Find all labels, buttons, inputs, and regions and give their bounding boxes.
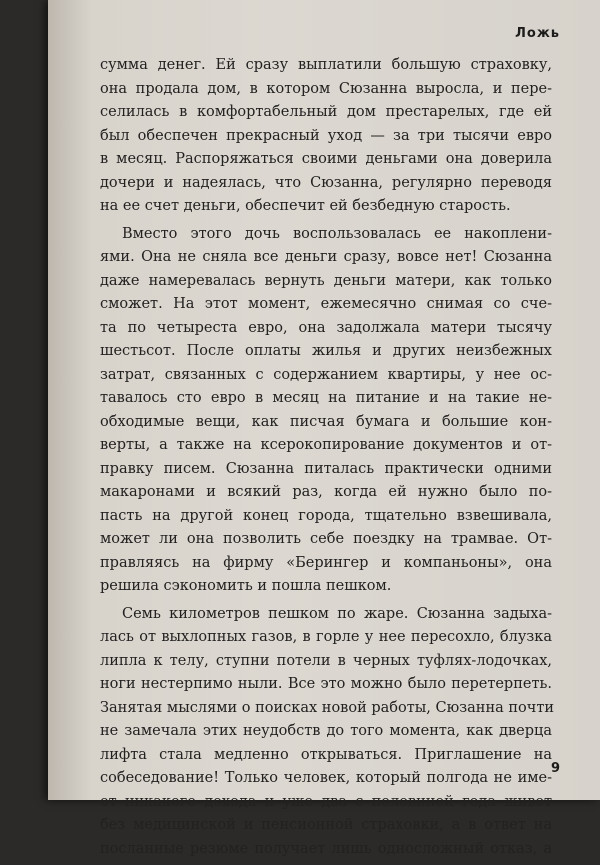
text-line: сможет. На этот момент, ежемесячно снимая со сче- — [100, 296, 552, 312]
paragraph-1 — [100, 54, 552, 219]
paragraph-3 — [100, 603, 555, 862]
text-line: лифта стала медленно открываться. Приглашение на — [100, 746, 552, 763]
page-number: 9 — [550, 761, 560, 776]
book-page — [48, 0, 600, 857]
text-line: сумма денег. Ей сразу выплатили большую страховку, — [100, 57, 552, 73]
text-line: лась от выхлопных газов, в горле у нее пересохло, блузка — [100, 629, 552, 645]
text-line: Занятая мыслями о поисках новой работы, Сюзанна почти — [100, 699, 555, 716]
text-line: Семь километров пешком по жаре. Сюзанна задыха- — [122, 605, 552, 622]
text-line: на ее счет деньги, обеспечит ей безбедную старость. — [100, 198, 511, 214]
paragraph-2 — [100, 223, 552, 599]
text-line: правляясь на фирму «Берингер и компаньоны», она — [100, 554, 552, 571]
text-line: решила сэкономить и пошла пешком. — [100, 578, 392, 594]
text-line: ноги нестерпимо ныли. Все это можно было перетерпеть. — [100, 676, 552, 692]
text-line: та по четыреста евро, она задолжала матери тысячу — [100, 319, 552, 336]
text-line: затрат, связанных с содержанием квартиры, у нее ос- — [100, 366, 552, 383]
running-head: Ложь — [515, 26, 560, 41]
text-line: ет никакого дохода и уже два с половиной года живет — [100, 793, 552, 810]
text-line: пасть на другой конец города, тщательно взвешивала, — [100, 507, 552, 524]
text-line: она продала дом, в котором Сюзанна выросла, и пере- — [100, 80, 552, 97]
text-line: даже намеревалась вернуть деньги матери, как только — [100, 272, 552, 289]
text-line: без медицинской и пенсионной страховки, а в ответ на — [100, 817, 552, 833]
body-text — [100, 54, 555, 865]
text-line: ями. Она не сняла все деньги сразу, вовсе нет! Сюзанна — [100, 249, 552, 265]
text-line: тавалось сто евро в месяц на питание и на такие не- — [100, 390, 552, 406]
text-line: макаронами и всякий раз, когда ей нужно было по- — [100, 484, 552, 500]
text-line: может ли она позволить себе поездку на трамвае. От- — [100, 531, 552, 547]
text-line: селилась в комфортабельный дом престарелых, где ей — [100, 104, 552, 120]
text-line: верты, а также на ксерокопирование документов и от- — [100, 437, 552, 453]
text-line: Вместо этого дочь воспользовалась ее накоплени- — [122, 225, 552, 242]
text-line: липла к телу, ступни потели в черных туфлях-лодочках, — [100, 652, 552, 669]
text-line: шестьсот. После оплаты жилья и других неизбежных — [100, 343, 552, 359]
text-line: собеседование! Только человек, который полгода не име- — [100, 770, 552, 786]
text-line: в месяц. Распоряжаться своими деньгами она доверила — [100, 151, 552, 167]
text-line: не замечала этих неудобств до того момента, как дверца — [100, 723, 552, 739]
text-line: посланные резюме получает лишь односложный отказ, а — [100, 840, 552, 857]
text-line: дочери и надеялась, что Сюзанна, регулярно переводя — [100, 174, 552, 191]
text-line: обходимые вещи, как писчая бумага и большие кон- — [100, 413, 552, 430]
text-line: правку писем. Сюзанна питалась практически одними — [100, 460, 552, 477]
text-line: был обеспечен прекрасный уход — за три тысячи евро — [100, 127, 552, 144]
